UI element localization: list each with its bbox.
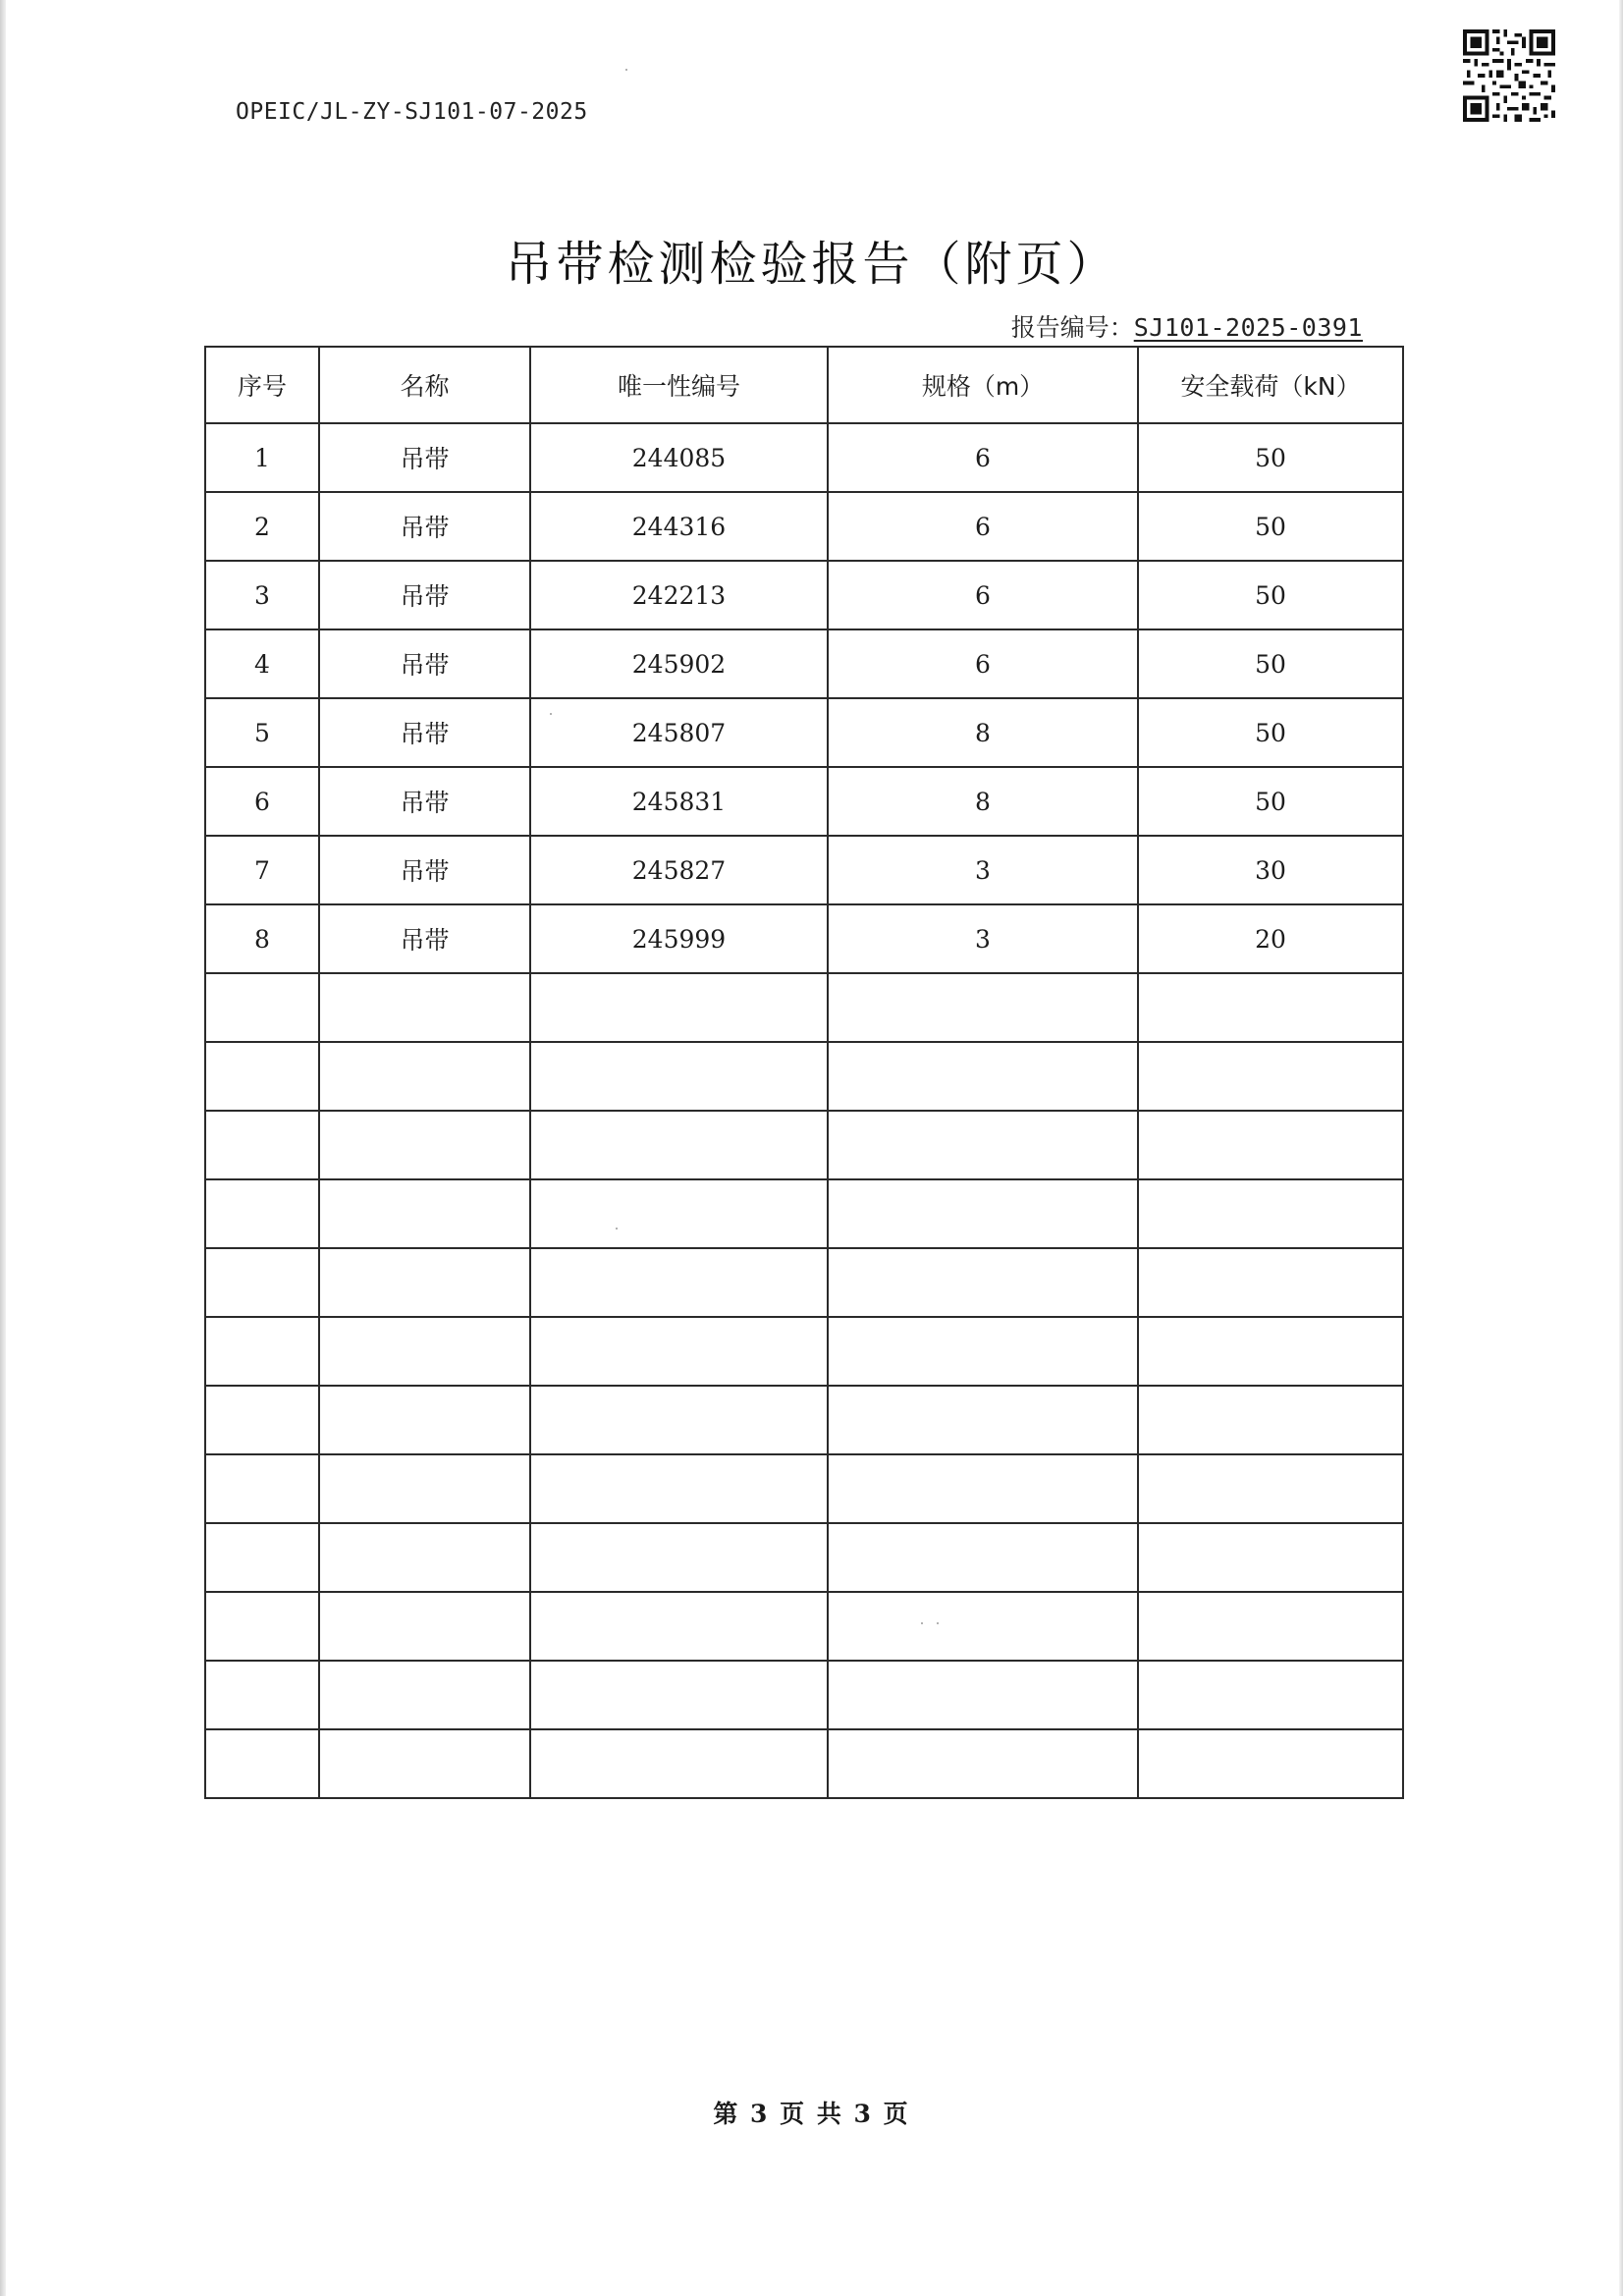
cell-safe-load: 30 xyxy=(1138,836,1403,904)
scan-speck xyxy=(625,69,627,71)
cell-spec: 6 xyxy=(828,423,1138,492)
cell-spec xyxy=(828,1592,1138,1661)
cell-unique-id xyxy=(530,973,828,1042)
table-row xyxy=(205,698,1403,767)
cell-spec: 8 xyxy=(828,767,1138,836)
cell-unique-id xyxy=(530,1661,828,1729)
cell-spec: 8 xyxy=(828,698,1138,767)
cell-safe-load: 20 xyxy=(1138,904,1403,973)
cell-safe-load xyxy=(1138,1179,1403,1248)
cell-safe-load: 50 xyxy=(1138,698,1403,767)
cell-seq: 1 xyxy=(205,423,319,492)
cell-unique-id xyxy=(530,1042,828,1111)
cell-spec: 6 xyxy=(828,629,1138,698)
cell-unique-id xyxy=(530,1179,828,1248)
page-number: 第 3 页 共 3 页 xyxy=(713,2100,910,2128)
cell-seq xyxy=(205,1179,319,1248)
cell-name xyxy=(319,1179,530,1248)
table-row xyxy=(205,836,1403,904)
cell-unique-id xyxy=(530,1317,828,1386)
cell-spec xyxy=(828,1317,1138,1386)
cell-name: 吊带 xyxy=(319,492,530,561)
table-row xyxy=(205,1729,1403,1798)
cell-unique-id: 245827 xyxy=(530,836,828,904)
cell-name xyxy=(319,1454,530,1523)
sling-detail-table xyxy=(204,346,1404,1799)
cell-unique-id xyxy=(530,1386,828,1454)
table-row xyxy=(205,904,1403,973)
report-title: 吊带检测检验报告（附页） xyxy=(505,237,1118,292)
column-header-seq: 序号 xyxy=(205,347,319,423)
cell-name xyxy=(319,1111,530,1179)
qr-code-icon xyxy=(1463,29,1555,122)
cell-safe-load xyxy=(1138,1111,1403,1179)
cell-spec: 3 xyxy=(828,904,1138,973)
cell-name xyxy=(319,1661,530,1729)
cell-spec xyxy=(828,1248,1138,1317)
cell-safe-load xyxy=(1138,1523,1403,1592)
cell-safe-load xyxy=(1138,973,1403,1042)
cell-seq xyxy=(205,1661,319,1729)
cell-safe-load xyxy=(1138,1248,1403,1317)
table-row xyxy=(205,423,1403,492)
table-row xyxy=(205,629,1403,698)
cell-safe-load xyxy=(1138,1592,1403,1661)
cell-spec: 3 xyxy=(828,836,1138,904)
table-row xyxy=(205,1523,1403,1592)
cell-seq: 6 xyxy=(205,767,319,836)
cell-safe-load xyxy=(1138,1042,1403,1111)
cell-name xyxy=(319,973,530,1042)
column-header-unique-id: 唯一性编号 xyxy=(530,347,828,423)
cell-unique-id: 244316 xyxy=(530,492,828,561)
table-row xyxy=(205,1386,1403,1454)
table-row xyxy=(205,492,1403,561)
cell-name xyxy=(319,1042,530,1111)
report-number-label: 报告编号： xyxy=(1010,313,1134,342)
table-row xyxy=(205,1042,1403,1111)
table-row xyxy=(205,1111,1403,1179)
cell-spec xyxy=(828,973,1138,1042)
cell-name xyxy=(319,1729,530,1798)
cell-seq xyxy=(205,1248,319,1317)
scan-speck xyxy=(616,1228,618,1230)
table-row xyxy=(205,1454,1403,1523)
cell-unique-id: 245902 xyxy=(530,629,828,698)
cell-unique-id xyxy=(530,1454,828,1523)
cell-seq: 5 xyxy=(205,698,319,767)
cell-unique-id: 244085 xyxy=(530,423,828,492)
cell-spec xyxy=(828,1386,1138,1454)
cell-spec xyxy=(828,1111,1138,1179)
cell-unique-id: 245831 xyxy=(530,767,828,836)
scan-speck xyxy=(550,713,552,715)
cell-spec xyxy=(828,1523,1138,1592)
cell-seq: 2 xyxy=(205,492,319,561)
cell-unique-id xyxy=(530,1111,828,1179)
cell-safe-load: 50 xyxy=(1138,767,1403,836)
table-row xyxy=(205,1592,1403,1661)
cell-name: 吊带 xyxy=(319,561,530,629)
table-row xyxy=(205,767,1403,836)
cell-seq: 4 xyxy=(205,629,319,698)
cell-name xyxy=(319,1317,530,1386)
scan-speck xyxy=(937,1622,939,1624)
cell-spec xyxy=(828,1661,1138,1729)
scan-left-edge xyxy=(0,0,6,2296)
report-number xyxy=(1011,308,1363,344)
cell-seq xyxy=(205,973,319,1042)
table-row xyxy=(205,561,1403,629)
cell-seq xyxy=(205,1523,319,1592)
cell-seq xyxy=(205,1317,319,1386)
column-header-spec: 规格（m） xyxy=(828,347,1138,423)
cell-seq xyxy=(205,1592,319,1661)
cell-name: 吊带 xyxy=(319,698,530,767)
cell-unique-id: 242213 xyxy=(530,561,828,629)
cell-safe-load xyxy=(1138,1454,1403,1523)
cell-spec xyxy=(828,1179,1138,1248)
cell-seq xyxy=(205,1111,319,1179)
table-row xyxy=(205,973,1403,1042)
cell-seq: 7 xyxy=(205,836,319,904)
cell-unique-id xyxy=(530,1248,828,1317)
cell-unique-id: 245999 xyxy=(530,904,828,973)
cell-unique-id: 245807 xyxy=(530,698,828,767)
cell-spec: 6 xyxy=(828,561,1138,629)
cell-spec xyxy=(828,1454,1138,1523)
document-code: OPEIC/JL-ZY-SJ101-07-2025 xyxy=(236,99,588,125)
cell-safe-load xyxy=(1138,1317,1403,1386)
cell-seq xyxy=(205,1386,319,1454)
scan-speck xyxy=(921,1622,923,1624)
cell-unique-id xyxy=(530,1523,828,1592)
cell-seq: 8 xyxy=(205,904,319,973)
scan-right-edge xyxy=(1619,0,1623,2296)
cell-name xyxy=(319,1248,530,1317)
cell-safe-load: 50 xyxy=(1138,561,1403,629)
column-header-safe-load: 安全载荷（kN） xyxy=(1138,347,1403,423)
report-number-value: SJ101-2025-0391 xyxy=(1133,313,1363,342)
cell-name: 吊带 xyxy=(319,423,530,492)
cell-spec xyxy=(828,1729,1138,1798)
cell-name xyxy=(319,1592,530,1661)
cell-name: 吊带 xyxy=(319,836,530,904)
column-header-name: 名称 xyxy=(319,347,530,423)
table-row xyxy=(205,1179,1403,1248)
cell-seq xyxy=(205,1729,319,1798)
cell-name: 吊带 xyxy=(319,629,530,698)
table-row xyxy=(205,1661,1403,1729)
cell-seq: 3 xyxy=(205,561,319,629)
cell-safe-load xyxy=(1138,1386,1403,1454)
table-body xyxy=(205,423,1403,1798)
cell-seq xyxy=(205,1042,319,1111)
cell-unique-id xyxy=(530,1729,828,1798)
cell-safe-load: 50 xyxy=(1138,423,1403,492)
cell-name xyxy=(319,1386,530,1454)
cell-spec: 6 xyxy=(828,492,1138,561)
cell-name: 吊带 xyxy=(319,767,530,836)
cell-name: 吊带 xyxy=(319,904,530,973)
cell-name xyxy=(319,1523,530,1592)
cell-spec xyxy=(828,1042,1138,1111)
cell-safe-load: 50 xyxy=(1138,492,1403,561)
cell-unique-id xyxy=(530,1592,828,1661)
cell-seq xyxy=(205,1454,319,1523)
cell-safe-load xyxy=(1138,1729,1403,1798)
table-row xyxy=(205,1317,1403,1386)
table-row xyxy=(205,1248,1403,1317)
cell-safe-load xyxy=(1138,1661,1403,1729)
cell-safe-load: 50 xyxy=(1138,629,1403,698)
table-header-row xyxy=(205,347,1403,423)
